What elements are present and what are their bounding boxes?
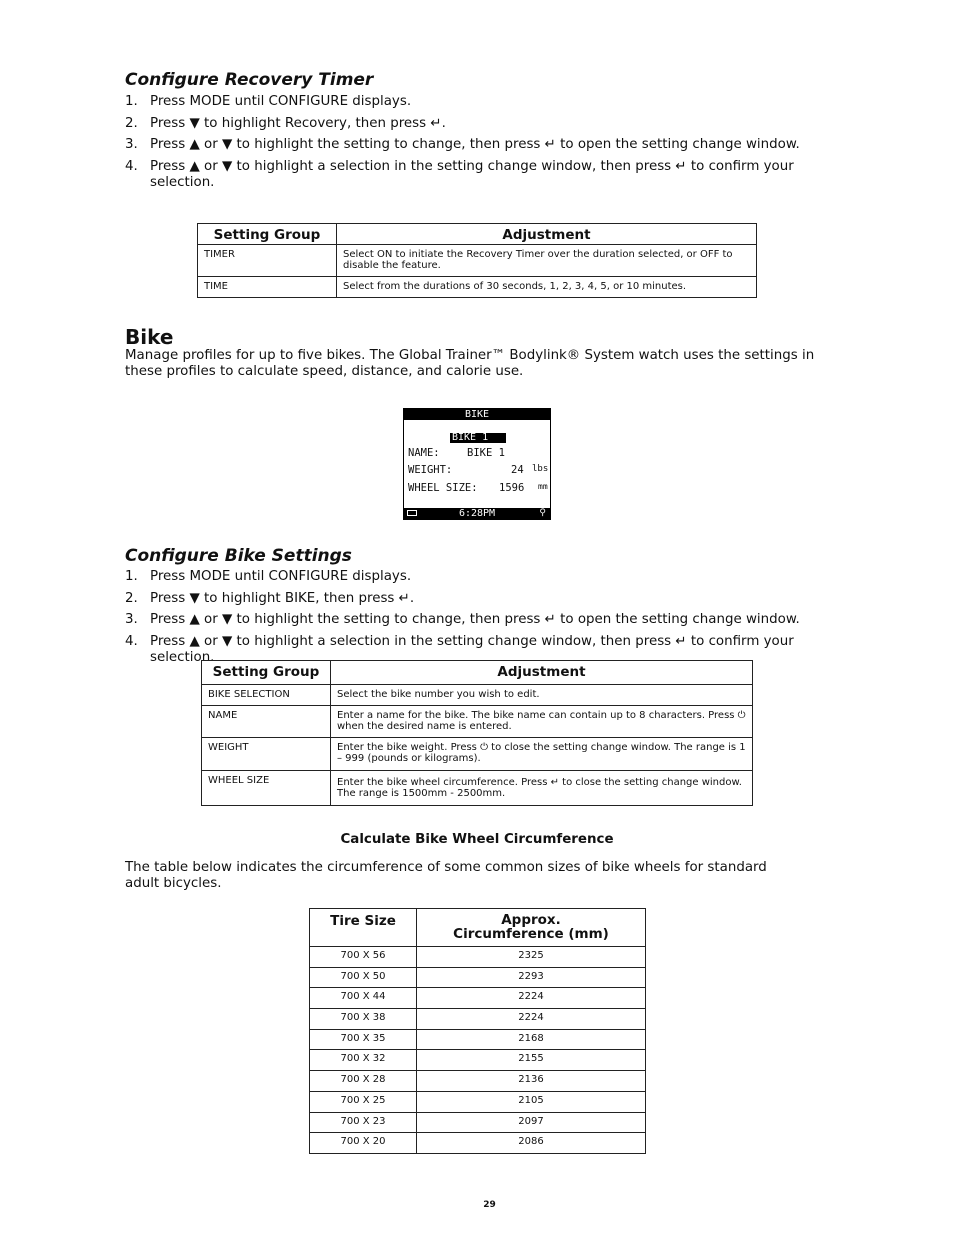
- circumference-cell: 2224: [417, 1009, 646, 1030]
- circumference-cell: 2097: [417, 1112, 646, 1133]
- table-row: [198, 245, 757, 277]
- column-header: Setting Group: [198, 224, 337, 245]
- table-row: [202, 738, 753, 771]
- setting-group-cell: BIKE SELECTION: [202, 685, 331, 706]
- setting-group-cell: WHEEL SIZE: [202, 771, 331, 806]
- circumference-cell: 2105: [417, 1091, 646, 1112]
- list-item: 3. Press ▲ or ▼ to highlight the setting to change, then press ↵ to open the setting change window.: [125, 612, 800, 628]
- bike-settings-heading: Configure Bike Settings: [125, 546, 352, 566]
- setting-group-cell: NAME: [202, 706, 331, 738]
- bike-intro: Manage profiles for up to five bikes. The Global Trainer™ Bodylink® System watch uses the settings in these profiles to calculate speed, distance, and calorie use.: [125, 348, 815, 379]
- table-row: [310, 1050, 646, 1071]
- tire-size-cell: 700 X 20: [310, 1133, 417, 1154]
- tire-size-cell: 700 X 28: [310, 1071, 417, 1092]
- table-header-row: [310, 909, 646, 947]
- list-item: 2. Press ▼ to highlight BIKE, then press ↵.: [125, 590, 415, 606]
- table-row: [310, 967, 646, 988]
- list-item: 4. Press ▲ or ▼ to highlight a selection in the setting change window, then press ↵ to confirm your selection.: [125, 633, 794, 665]
- list-item: 2. Press ▼ to highlight Recovery, then press ↵.: [125, 115, 446, 131]
- battery-icon: [407, 510, 417, 516]
- recovery-heading: Configure Recovery Timer: [125, 70, 374, 90]
- tire-size-cell: 700 X 38: [310, 1009, 417, 1030]
- table-row: [202, 706, 753, 738]
- bike-settings-steps: [125, 569, 845, 671]
- watch-display: [403, 408, 551, 520]
- display-name-row: NAME: BIKE 1: [408, 447, 505, 459]
- circumference-table: [309, 908, 646, 1154]
- list-item: 1. Press MODE until CONFIGURE displays.: [125, 94, 412, 109]
- bike-settings-table: [201, 660, 753, 806]
- table-header-row: [202, 661, 753, 685]
- circumference-cell: 2136: [417, 1071, 646, 1092]
- circumference-cell: 2325: [417, 947, 646, 968]
- circumference-cell: 2224: [417, 988, 646, 1009]
- selected-bike: BIKE 1: [450, 433, 506, 443]
- table-row: [310, 1112, 646, 1133]
- adjustment-cell: Select ON to initiate the Recovery Timer over the duration selected, or OFF to disable the feature.: [337, 245, 757, 277]
- display-weight-row: WEIGHT: 24 lbs: [408, 464, 549, 476]
- circumference-cell: 2293: [417, 967, 646, 988]
- column-header: Setting Group: [202, 661, 331, 685]
- table-row: [310, 1009, 646, 1030]
- column-header: Adjustment: [337, 224, 757, 245]
- recovery-settings-table: [197, 223, 757, 298]
- tire-size-cell: 700 X 32: [310, 1050, 417, 1071]
- table-row: [310, 1029, 646, 1050]
- setting-group-cell: WEIGHT: [202, 738, 331, 771]
- circumference-cell: 2086: [417, 1133, 646, 1154]
- bike-heading: Bike: [125, 325, 174, 349]
- table-row: [310, 1091, 646, 1112]
- tire-size-cell: 700 X 50: [310, 967, 417, 988]
- tire-size-cell: 700 X 23: [310, 1112, 417, 1133]
- table-row: [202, 771, 753, 806]
- tire-size-cell: 700 X 25: [310, 1091, 417, 1112]
- column-header: Approx. Circumference (mm): [417, 909, 646, 947]
- circumference-caption: Calculate Bike Wheel Circumference: [340, 832, 614, 847]
- adjustment-cell: Select the bike number you wish to edit.: [331, 685, 753, 706]
- column-header: Tire Size: [310, 909, 417, 947]
- table-row: [202, 685, 753, 706]
- display-title-bar: BIKE: [404, 409, 550, 420]
- table-row: [310, 1133, 646, 1154]
- list-item: 3. Press ▲ or ▼ to highlight the setting to change, then press ↵ to open the setting change window.: [125, 137, 800, 153]
- table-header-row: [198, 224, 757, 245]
- bike-icon: ⚲: [539, 508, 546, 518]
- circumference-intro: The table below indicates the circumference of some common sizes of bike wheels for standard adult bicycles.: [125, 860, 767, 891]
- adjustment-cell: Enter the bike weight. Press ⏻ to close the setting change window. The range is 1 – 999 (pounds or kilograms).: [331, 738, 753, 771]
- circumference-cell: 2155: [417, 1050, 646, 1071]
- setting-group-cell: TIMER: [198, 245, 337, 277]
- table-row: [310, 1071, 646, 1092]
- circumference-cell: 2168: [417, 1029, 646, 1050]
- adjustment-cell: Enter the bike wheel circumference. Press ↵ to close the setting change window. The range is 1500mm - 2500mm.: [331, 771, 753, 806]
- page-number: 29: [483, 1200, 496, 1210]
- list-item: 1. Press MODE until CONFIGURE displays.: [125, 569, 412, 584]
- adjustment-cell: Enter a name for the bike. The bike name can contain up to 8 characters. Press ⏻ when the desired name is entered.: [331, 706, 753, 738]
- adjustment-cell: Select from the durations of 30 seconds, 1, 2, 3, 4, 5, or 10 minutes.: [337, 277, 757, 298]
- tire-size-cell: 700 X 44: [310, 988, 417, 1009]
- recovery-steps: [125, 94, 825, 196]
- tire-size-cell: 700 X 35: [310, 1029, 417, 1050]
- setting-group-cell: TIME: [198, 277, 337, 298]
- display-status-bar: 6:28PM ⚲: [404, 508, 550, 519]
- table-row: [310, 988, 646, 1009]
- table-row: [310, 947, 646, 968]
- display-wheel-row: WHEEL SIZE: 1596 mm: [408, 482, 548, 494]
- column-header: Adjustment: [331, 661, 753, 685]
- table-row: [198, 277, 757, 298]
- list-item: 4. Press ▲ or ▼ to highlight a selection in the setting change window, then press ↵ to confirm your selection.: [125, 158, 794, 190]
- tire-size-cell: 700 X 56: [310, 947, 417, 968]
